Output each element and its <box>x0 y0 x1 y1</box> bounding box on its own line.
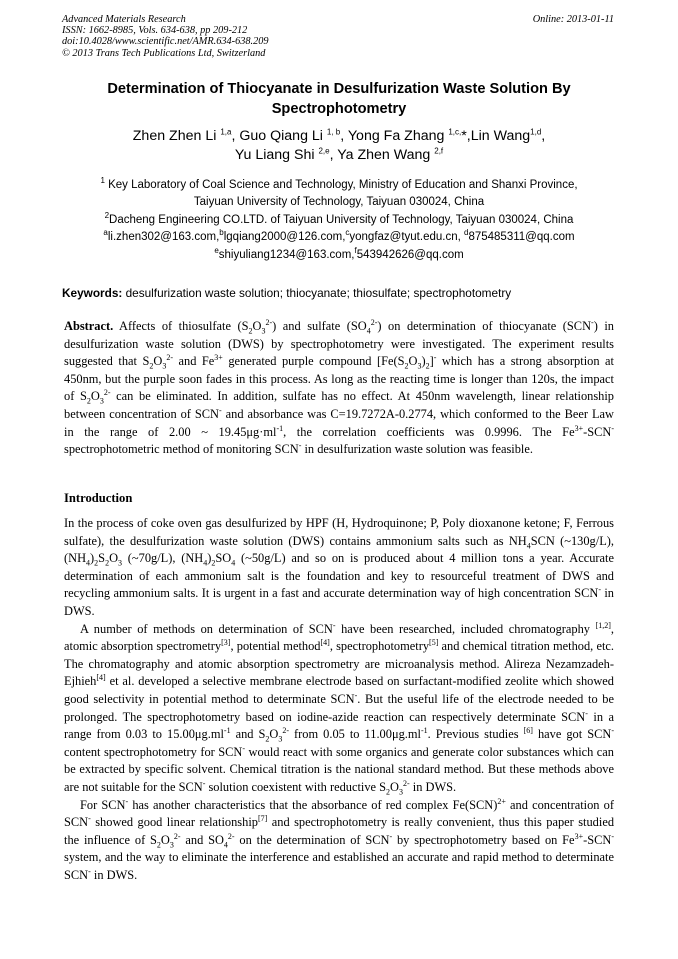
subscript: 3 <box>278 734 283 744</box>
superscript: - <box>433 353 437 363</box>
body-text: A number of methods on determination of SCN <box>80 621 333 636</box>
paragraph-2 <box>64 621 614 797</box>
subscript: 4 <box>231 558 236 568</box>
citation: [3] <box>221 638 231 648</box>
title-line-1: Determination of Thiocyanate in Desulfurization Waste Solution By <box>107 81 571 97</box>
superscript: - <box>88 866 91 876</box>
keywords-label: Keywords: <box>62 286 123 300</box>
superscript: - <box>298 441 302 451</box>
superscript: 3+ <box>214 353 223 363</box>
author-name: Zhen Zhen Li <box>132 128 217 144</box>
email: 875485311@qq.com <box>468 231 575 244</box>
body-text: and S <box>230 727 266 742</box>
superscript: 2- <box>370 317 378 327</box>
author-name: Ya Zhen Wang <box>337 146 431 163</box>
subscript: 2 <box>86 396 91 406</box>
introduction-body <box>64 515 614 884</box>
superscript: - <box>242 743 246 753</box>
body-text: . Previous studies <box>427 727 524 742</box>
body-text: In the process of coke oven gas desulfurized by HPF (H, Hydroquinone; P, Poly dioxanone ketone; F, Ferrous sulfate), the desulfurization waste solution (DWS) contains ammonium salts such as NH <box>64 516 614 548</box>
email: shiyuliang1234@163.com, <box>218 248 355 261</box>
body-text: and SO <box>180 832 224 847</box>
subscript: 3 <box>162 361 167 371</box>
author-line-2: Yu Liang Shi $^{2,e}$, Ya Zhen Wang $^{2,f}$ <box>234 145 444 163</box>
body-text: on the determination of SCN <box>234 832 390 847</box>
body-text: For SCN <box>80 797 126 812</box>
superscript: - <box>611 831 614 841</box>
abstract-text: and Fe <box>172 354 215 369</box>
affil-number: 2 <box>104 210 110 220</box>
abstract-text: and absorbance was C=19.7272A-0.2774, which conformed to the Beer Law in the range of 2.00 ~ 19.45μg·ml <box>64 406 614 439</box>
citation: [6] <box>523 726 533 735</box>
affiliation-1 <box>62 177 616 194</box>
abstract-text: generated purple compound [Fe(S <box>222 354 405 369</box>
abstract-text: O <box>252 319 262 333</box>
author-name: Yong Fa Zhang <box>347 128 445 144</box>
superscript: -1 <box>276 423 284 433</box>
superscript: 2- <box>166 353 173 363</box>
abstract-text: ) in desulfurization waste solution (DWS) by spectrophotometry were investigated. The experiment results suggested that S <box>64 319 614 369</box>
online-date: Online: 2013-01-11 <box>532 14 614 25</box>
body-text: would react with some organics and generate color substances which can be extracted by specific solvent. Chemical titration is the national standard method. But these methods above are not suitable for the SCN <box>64 744 614 794</box>
body-text: content spectrophotometry for SCN <box>64 744 243 759</box>
body-text: have got SCN <box>532 727 612 742</box>
keywords-text: desulfurization waste solution; thiocyanate; thiosulfate; spectrophotometry <box>122 286 512 300</box>
email: 543942626@qq.com <box>356 248 464 261</box>
body-text: O <box>269 727 279 742</box>
superscript: - <box>202 778 206 788</box>
abstract-text: ) on determination of thiocyanate (SCN <box>377 319 592 333</box>
abstract-text: O <box>408 354 418 369</box>
superscript: - <box>611 423 614 433</box>
abstract-text: ] <box>429 354 434 369</box>
body-text: S <box>98 551 106 566</box>
paragraph-1 <box>64 515 614 621</box>
body-text: and concentration of SCN <box>64 797 614 830</box>
body-text: in a range from 0.03 to 15.00μg.ml <box>64 709 614 742</box>
body-text: et al. developed a selective membrane electrode based on surfactant-modified zeolite which showed good selectivity in potential method to determinate SCN <box>64 674 614 706</box>
superscript: - <box>332 620 336 630</box>
journal-name: Advanced Materials Research <box>62 14 186 25</box>
copyright-line: © 2013 Trans Tech Publications Ltd, Switzerland <box>62 47 266 59</box>
body-text: in DWS. <box>90 867 138 882</box>
abstract-text: can be eliminated. In addition, sulfate has no effect. At 450nm wavelength, linear relationship between concentration of SCN <box>64 389 614 421</box>
email-mark: e <box>214 245 219 255</box>
body-text: by spectrophotometry based on Fe <box>392 832 575 847</box>
paragraph-3 <box>64 797 614 885</box>
subscript: 4 <box>203 558 208 568</box>
affiliation-1-cont: Taiyuan University of Technology, Taiyuan 030024, China <box>193 196 485 209</box>
body-text: from 0.05 to 11.00μg.ml <box>289 727 421 742</box>
body-text: , spectrophotometry <box>329 639 430 654</box>
abstract-text: in desulfurization waste solution was feasible. <box>301 442 533 457</box>
affil-text: Key Laboratory of Coal Science and Technology, Ministry of Education and Shanxi Province, <box>108 179 578 191</box>
author-affil-mark: 2,e <box>318 145 330 155</box>
body-text: , potential method <box>230 639 321 654</box>
author-affil-mark: 2,f <box>434 145 444 155</box>
body-text: and spectrophotometry is really convenient, thus this paper studied the influence of S <box>64 815 615 847</box>
abstract-text: spectrophotometric method of monitoring SCN <box>64 442 299 457</box>
superscript: 2- <box>103 388 111 398</box>
body-text: O <box>390 779 399 794</box>
subscript: 3 <box>169 840 174 850</box>
subscript: 3 <box>261 326 266 336</box>
subscript: 2 <box>425 361 430 371</box>
superscript: 2- <box>282 726 290 735</box>
abstract-text: , the correlation coefficients was 0.9996. The Fe <box>283 424 575 439</box>
subscript: 2 <box>211 558 216 568</box>
email-mark: d <box>464 228 469 238</box>
email-mark: a <box>103 228 108 238</box>
body-text: ) <box>207 551 212 566</box>
superscript: -1 <box>420 726 428 735</box>
affil-number: 1 <box>100 176 105 186</box>
abstract-text: O <box>153 354 163 369</box>
body-text: have been researched, included chromatography <box>335 621 596 636</box>
body-text: in DWS. <box>409 779 457 794</box>
abstract-text: Affects of thiosulfate (S <box>113 319 249 333</box>
body-text: ) <box>90 551 95 566</box>
body-text: , atomic absorption spectrometry <box>64 621 614 654</box>
subscript: 3 <box>118 558 123 568</box>
superscript: - <box>389 831 393 841</box>
corresponding-star: * <box>461 128 467 144</box>
subscript: 2 <box>94 558 99 568</box>
superscript: - <box>125 796 129 806</box>
citation: [1,2] <box>595 620 611 630</box>
author-name: Yu Liang Shi <box>234 146 315 163</box>
subscript: 4 <box>526 541 531 551</box>
author-list <box>62 127 616 164</box>
publication-header <box>62 14 269 59</box>
subscript: 2 <box>156 840 161 850</box>
superscript: - <box>219 405 222 415</box>
subscript: 4 <box>366 326 371 336</box>
affiliation-2 <box>62 212 616 229</box>
subscript: 4 <box>86 558 91 568</box>
superscript: 2+ <box>497 796 506 806</box>
body-text: showed good linear relationship <box>90 815 258 830</box>
email-mark: b <box>219 228 224 238</box>
superscript: - <box>611 726 614 735</box>
superscript: 3+ <box>574 423 584 433</box>
superscript: - <box>354 690 358 700</box>
superscript: - <box>591 317 594 327</box>
subscript: 3 <box>99 396 104 406</box>
body-text: has another characteristics that the absorbance of red complex Fe(SCN) <box>128 797 498 812</box>
subscript: 3 <box>417 361 422 371</box>
email-mark: f <box>354 245 357 255</box>
subscript: 3 <box>398 787 403 797</box>
abstract-text: O <box>90 389 100 404</box>
affiliations <box>62 177 616 264</box>
subscript: 2 <box>105 558 110 568</box>
superscript: 2- <box>227 831 235 841</box>
citation: [5] <box>429 638 439 648</box>
subscript: 2 <box>265 734 270 744</box>
superscript: - <box>88 813 91 823</box>
superscript: 2- <box>402 778 410 788</box>
abstract <box>64 318 614 459</box>
superscript: - <box>598 585 601 595</box>
abstract-text: which has a strong absorption at 450nm, but the purple soon fades in this process. As long as the reacting time is longer than 120s, the impact of S <box>64 354 614 404</box>
author-affil-mark: 1,c, <box>448 127 462 137</box>
subscript: 2 <box>248 326 253 336</box>
abstract-text: ) and sulfate (SO <box>272 319 367 333</box>
body-text: SO <box>215 551 232 566</box>
subscript: 2 <box>404 361 409 371</box>
body-text: in DWS. <box>64 586 614 618</box>
title-line-2: Spectrophotometry <box>271 100 407 117</box>
body-text: solution coexistent with reductive S <box>205 779 387 794</box>
body-text: O <box>160 832 170 847</box>
body-text: (~50g/L) and so on is produced about 4 million tons a year. Accurate determination of each ammonium salt is the foundation and key to resourceful treatment of DWS and recycling ammonium salts. It is urgent in a fast and accurate determination way of high concentration SCN <box>64 551 614 601</box>
email-mark: c <box>345 228 350 238</box>
superscript: 2- <box>265 317 273 327</box>
body-text: and chemical titration method, etc. The chromatography and atomic absorption spectrometry are microanalysis method. Alireza Nezamzadeh-Ejhieh <box>64 639 615 689</box>
author-affil-mark: 1,d <box>530 127 542 137</box>
body-text: . But the useful life of the electrode needed to be prolonged. The spectrophotometry based on iodine-azide reaction can respectively determinate SCN <box>64 691 614 724</box>
author-affil-mark: 1,a <box>220 127 232 137</box>
body-text: -SCN <box>583 832 612 847</box>
section-heading-introduction: Introduction <box>64 491 133 505</box>
issn-line: ISSN: 1662-8985, Vols. 634-638, pp 209-212 <box>62 25 248 37</box>
email-line-2 <box>62 247 616 264</box>
body-text: O <box>109 551 119 566</box>
subscript: 2 <box>386 787 391 797</box>
superscript: 2- <box>173 831 181 841</box>
email-line-1 <box>62 229 616 246</box>
subscript: 4 <box>223 840 228 850</box>
affil-text: Dacheng Engineering CO.LTD. of Taiyuan University of Technology, Taiyuan 030024, China <box>109 213 574 226</box>
abstract-label: Abstract. <box>64 319 114 333</box>
email: lgqiang2000@126.com, <box>223 231 346 244</box>
superscript: 3+ <box>574 831 584 841</box>
body-text: system, and the way to eliminate the interference and established an accurate and rapid method to determinate SCN <box>64 850 614 882</box>
author-line-1: Zhen Zhen Li $^{1,a}$, Guo Qiang Li $^{1, b}$, Yong Fa Zhang $^{1,c,}$*,Lin Wang$^{1,d}$, <box>132 127 546 144</box>
citation: [7] <box>257 813 268 823</box>
author-name: Lin Wang <box>470 128 531 144</box>
email: yongfaz@tyut.edu.cn, <box>349 231 461 244</box>
body-text: (~70g/L), (NH <box>122 551 204 566</box>
doi-line: doi:10.4028/www.scientific.net/AMR.634-638.209 <box>62 36 269 48</box>
citation: [4] <box>320 638 330 648</box>
superscript: - <box>585 708 588 718</box>
abstract-text: ) <box>421 354 426 369</box>
body-text: SCN (~130g/L), (NH <box>64 533 614 566</box>
subscript: 2 <box>149 361 154 371</box>
abstract-text: -SCN <box>583 424 612 439</box>
superscript: -1 <box>223 726 231 735</box>
author-name: Guo Qiang Li <box>239 128 323 144</box>
author-affil-mark: 1, b <box>326 127 341 137</box>
email: li.zhen302@163.com, <box>107 231 220 244</box>
citation: [4] <box>96 673 106 683</box>
keywords <box>62 286 616 300</box>
paper-title <box>62 80 616 119</box>
